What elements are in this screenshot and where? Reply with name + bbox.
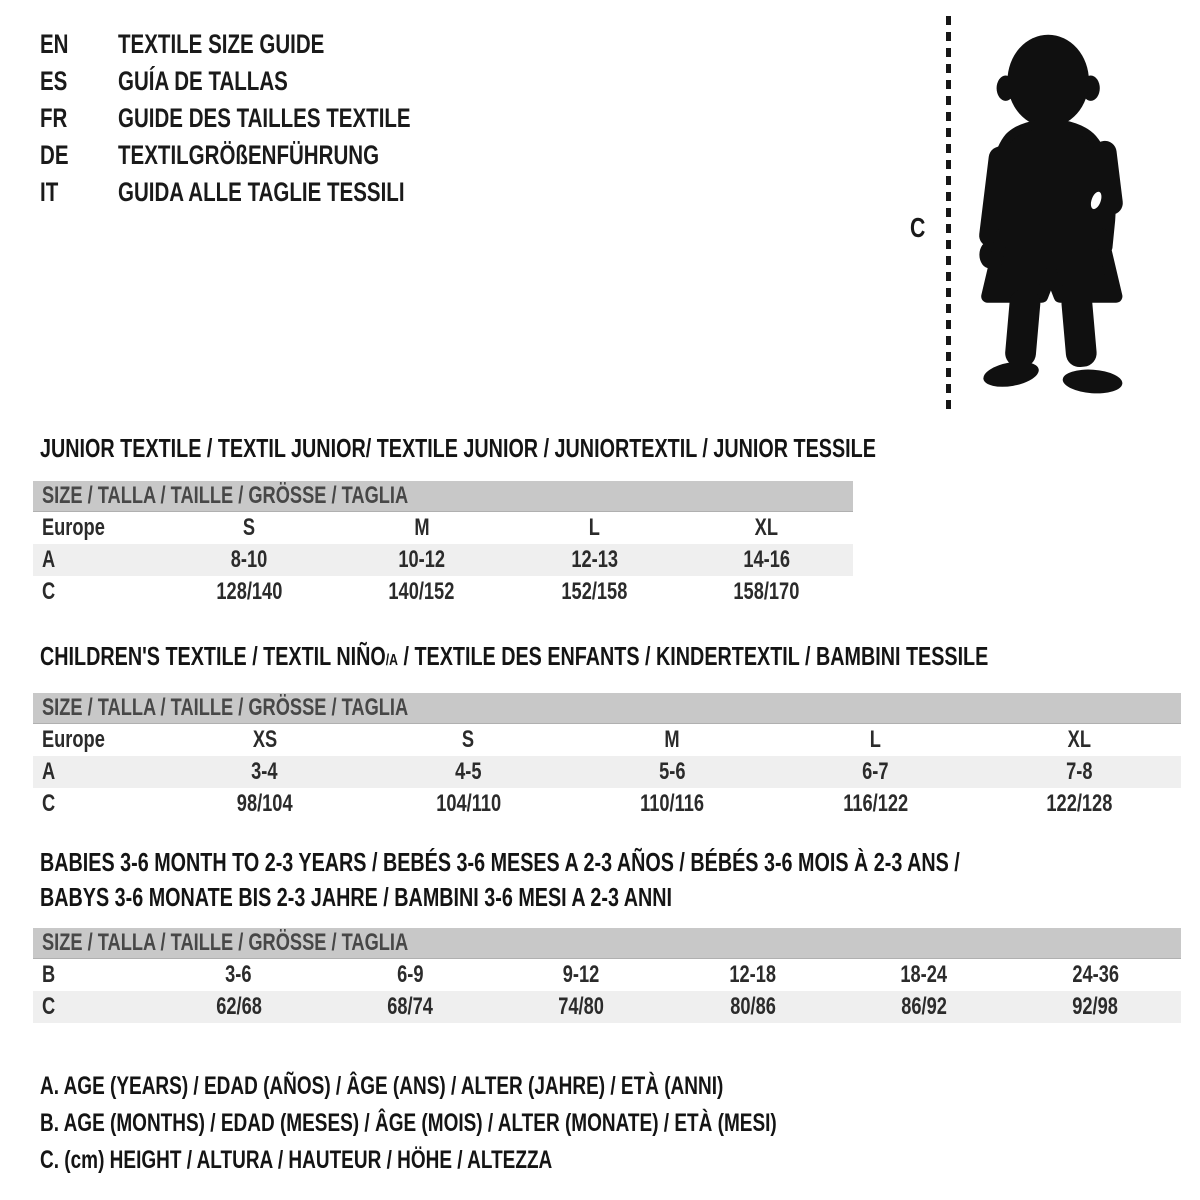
age-cell: 10-12: [398, 546, 446, 573]
height-cell: 62/68: [215, 993, 262, 1020]
size-cell: XL: [755, 514, 779, 541]
height-cell: 80/86: [729, 993, 776, 1020]
height-cell: 74/80: [558, 993, 605, 1020]
age-months-cell: 24-36: [1071, 961, 1119, 988]
height-cell: 86/92: [901, 993, 947, 1020]
height-cell: 104/110: [435, 790, 501, 817]
junior-size-table: [33, 512, 853, 608]
table-row: [33, 576, 853, 608]
baby-silhouette-icon: [964, 12, 1136, 416]
row-label: C: [42, 578, 56, 605]
age-months-cell: 3-6: [225, 961, 252, 988]
age-months-cell: 6-9: [396, 961, 424, 988]
table-row: [33, 512, 853, 544]
guide-title-es: GUÍA DE TALLAS: [118, 66, 288, 96]
table-row: [33, 959, 1181, 991]
height-cell: 140/152: [388, 578, 455, 605]
lang-row-fr: [40, 100, 503, 137]
age-cell: 14-16: [743, 546, 791, 573]
babies-size-header-bar: SIZE / TALLA / TAILLE / GRÖSSE / TAGLIA: [33, 928, 1181, 959]
size-cell: M: [664, 726, 680, 753]
babies-size-table: [33, 959, 1181, 1023]
age-cell: 12-13: [570, 546, 618, 573]
height-cell: 98/104: [236, 790, 293, 817]
size-cell: M: [414, 514, 430, 541]
row-label: Europe: [42, 726, 105, 753]
row-label: C: [42, 993, 56, 1020]
age-months-cell: 9-12: [563, 961, 600, 988]
junior-textile-section: [33, 433, 876, 608]
guide-title-en: TEXTILE SIZE GUIDE: [118, 29, 325, 59]
height-cell: 152/158: [561, 578, 628, 605]
junior-section-heading: JUNIOR TEXTILE / TEXTIL JUNIOR/ TEXTILE JUNIOR / JUNIORTEXTIL / JUNIOR TESSILE: [40, 433, 876, 463]
legend-line-a: A. AGE (YEARS) / EDAD (AÑOS) / ÂGE (ANS) / ALTER (JAHRE) / ETÀ (ANNI): [40, 1072, 724, 1100]
lang-code: DE: [40, 140, 69, 170]
height-cell: 92/98: [1072, 993, 1119, 1020]
measure-legend: [40, 1068, 1009, 1179]
childrens-textile-section: [33, 642, 1181, 820]
size-cell: S: [462, 726, 475, 753]
age-cell: 6-7: [862, 758, 889, 785]
height-cell: 122/128: [1046, 790, 1113, 817]
row-label: B: [42, 961, 56, 988]
junior-size-header-bar: SIZE / TALLA / TAILLE / GRÖSSE / TAGLIA: [33, 481, 853, 512]
guide-title-it: GUIDA ALLE TAGLIE TESSILI: [118, 177, 405, 207]
row-label: Europe: [42, 514, 105, 541]
height-cell: 110/116: [640, 790, 704, 817]
age-cell: 4-5: [455, 758, 482, 785]
lang-row-de: [40, 137, 503, 174]
lang-row-it: [40, 174, 503, 211]
height-cell: 128/140: [216, 578, 283, 605]
lang-code: IT: [40, 177, 59, 207]
size-cell: S: [243, 514, 256, 541]
row-label: C: [42, 790, 56, 817]
height-cell: 68/74: [387, 993, 433, 1020]
height-cell: 116/122: [843, 790, 909, 817]
table-row: [33, 544, 853, 576]
babies-textile-section: [33, 845, 1181, 1023]
lang-row-es: [40, 63, 503, 100]
language-title-list: [40, 26, 503, 211]
table-row: [33, 991, 1181, 1023]
legend-line-b: B. AGE (MONTHS) / EDAD (MESES) / ÂGE (MOIS) / ALTER (MONATE) / ETÀ (MESI): [40, 1109, 777, 1137]
size-cell: L: [588, 514, 600, 541]
guide-title-fr: GUIDE DES TAILLES TEXTILE: [118, 103, 411, 133]
age-cell: 8-10: [230, 546, 268, 573]
babies-section-heading: BABIES 3-6 MONTH TO 2-3 YEARS / BEBÉS 3-6 MESES A 2-3 AÑOS / BÉBÉS 3-6 MOIS À 2-3 ANS / BABYS 3-6 MONATE BIS 2-3 JAHRE / BAMBINI 3-6 MESI A 2-3 ANNI: [40, 847, 960, 912]
childrens-size-header-bar: SIZE / TALLA / TAILLE / GRÖSSE / TAGLIA: [33, 693, 1181, 724]
table-row: [33, 788, 1181, 820]
age-months-cell: 12-18: [729, 961, 776, 988]
age-months-cell: 18-24: [900, 961, 948, 988]
childrens-size-table: [33, 724, 1181, 820]
size-cell: XS: [252, 726, 277, 753]
lang-code: EN: [40, 29, 69, 59]
height-cell: 158/170: [733, 578, 800, 605]
height-measure-label-c: C: [910, 212, 926, 243]
childrens-section-heading: CHILDREN'S TEXTILE / TEXTIL NIÑO/A / TEXTILE DES ENFANTS / KINDERTEXTIL / BAMBINI TESSILE: [40, 641, 989, 671]
legend-line-c: C. (cm) HEIGHT / ALTURA / HAUTEUR / HÖHE / ALTEZZA: [40, 1146, 553, 1174]
age-cell: 7-8: [1066, 758, 1093, 785]
lang-code: ES: [40, 66, 68, 96]
height-dashed-line: [946, 16, 951, 416]
row-label: A: [42, 758, 56, 785]
size-cell: XL: [1067, 726, 1091, 753]
lang-row-en: [40, 26, 503, 63]
guide-title-de: TEXTILGRÖßENFÜHRUNG: [118, 140, 380, 170]
age-cell: 3-4: [251, 758, 278, 785]
age-cell: 5-6: [658, 758, 686, 785]
lang-code: FR: [40, 103, 68, 133]
table-row: [33, 724, 1181, 756]
row-label: A: [42, 546, 56, 573]
size-cell: L: [869, 726, 882, 753]
table-row: [33, 756, 1181, 788]
